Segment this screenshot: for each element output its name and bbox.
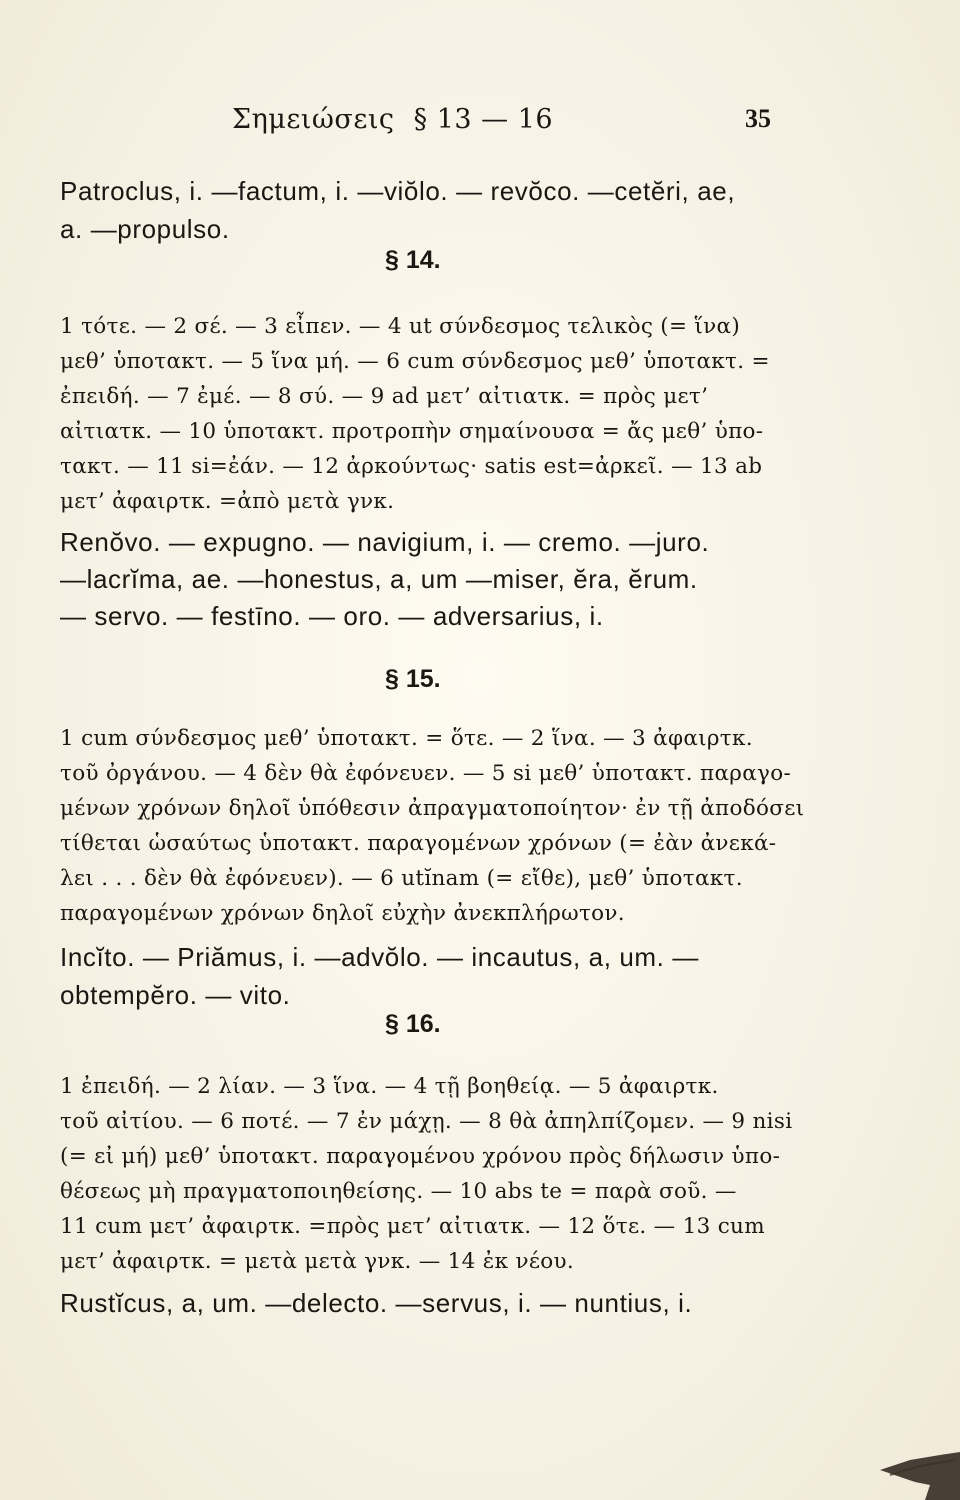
- text-line: 1 cum σύνδεσμος μεθ’ ὑποτακτ. = ὅτε. — 2 ἵνα. — 3 ἀφαιρτκ.: [60, 726, 753, 751]
- text-line: τακτ. — 11 si=ἐάν. — 12 ἀρκούντως· satis est=ἀρκεῖ. — 13 ab: [60, 454, 763, 479]
- text-line: αἰτιατκ. — 10 ὑποτακτ. προτροπὴν σημαίνουσα = ἄς μεθ’ ὑπο-: [60, 419, 764, 444]
- running-header: [232, 104, 792, 135]
- text-line: (= εἰ μή) μεθ’ ὑποτακτ. παραγομένου χρόνου πρὸς δήλωσιν ὑπο-: [60, 1144, 781, 1169]
- text-line: Incĭto. — Priămus, i. —advŏlo. — incautus, a, um. —: [60, 942, 699, 972]
- text-line: λει . . . δὲν θὰ ἐφόνευεν). — 6 utĭnam (= εἴθε), μεθ’ ὑποτακτ.: [60, 866, 743, 891]
- text-line: ἐπειδή. — 7 ἐμέ. — 8 σύ. — 9 ad μετ’ αἰτιατκ. = πρὸς μετ’: [60, 384, 709, 409]
- header-title: Σημειώσεις: [232, 104, 395, 135]
- header-section-range: § 13 — 16: [413, 104, 554, 135]
- text-line: Rustĭcus, a, um. —delecto. —servus, i. — nuntius, i.: [60, 1288, 693, 1318]
- text-line: μεθ’ ὑποτακτ. — 5 ἵνα μή. — 6 cum σύνδεσμος μεθ’ ὑποτακτ. =: [60, 349, 770, 374]
- text-line: παραγομένων χρόνων δηλοῖ εὐχὴν ἀνεκπλήρωτον.: [60, 901, 625, 926]
- section-heading-14: § 14.: [385, 246, 441, 274]
- text-line: μετ’ ἀφαιρτκ. =ἀπὸ μετὰ γνκ.: [60, 489, 395, 514]
- text-line: Patroclus, i. —factum, i. —viŏlo. — revŏco. —cetĕri, ae,: [60, 176, 736, 206]
- section-heading-15: § 15.: [385, 665, 441, 693]
- text-line: μένων χρόνων δηλοῖ ὑπόθεσιν ἀπραγματοποίητον· ἐν τῇ ἀποδόσει: [60, 796, 805, 821]
- paper-wear-mark: [870, 1430, 960, 1500]
- text-line: 11 cum μετ’ ἀφαιρτκ. =πρὸς μετ’ αἰτιατκ. — 12 ὅτε. — 13 cum: [60, 1214, 765, 1239]
- text-line: 1 ἐπειδή. — 2 λίαν. — 3 ἵνα. — 4 τῇ βοηθείᾳ. — 5 ἀφαιρτκ.: [60, 1074, 719, 1099]
- text-line: μετ’ ἀφαιρτκ. = μετὰ μετὰ γνκ. — 14 ἐκ νέου.: [60, 1249, 575, 1274]
- text-line: obtempĕro. — vito.: [60, 980, 291, 1010]
- text-line: 1 τότε. — 2 σέ. — 3 εἶπεν. — 4 ut σύνδεσμος τελικὸς (= ἵνα): [60, 314, 741, 339]
- text-line: τοῦ ὀργάνου. — 4 δὲν θὰ ἐφόνευεν. — 5 si μεθ’ ὑποτακτ. παραγο-: [60, 761, 792, 786]
- text-line: —lacrĭma, ae. —honestus, a, um —miser, ĕra, ĕrum.: [60, 564, 698, 594]
- text-line: τοῦ αἰτίου. — 6 ποτέ. — 7 ἐν μάχῃ. — 8 θὰ ἀπηλπίζομεν. — 9 nisi: [60, 1109, 793, 1134]
- text-line: τίθεται ὡσαύτως ὑποτακτ. παραγομένων χρόνων (= ἐὰν ἀνεκά-: [60, 831, 777, 856]
- text-line: — servo. — festīno. — oro. — adversarius, i.: [60, 601, 604, 631]
- section-heading-16: § 16.: [385, 1010, 441, 1038]
- page-number: 35: [745, 104, 771, 133]
- text-line: a. —propulso.: [60, 214, 230, 244]
- text-line: Renŏvo. — expugno. — navigium, i. — cremo. —juro.: [60, 527, 710, 557]
- text-line: θέσεως μὴ πραγματοποιηθείσης. — 10 abs te = παρὰ σοῦ. —: [60, 1179, 737, 1204]
